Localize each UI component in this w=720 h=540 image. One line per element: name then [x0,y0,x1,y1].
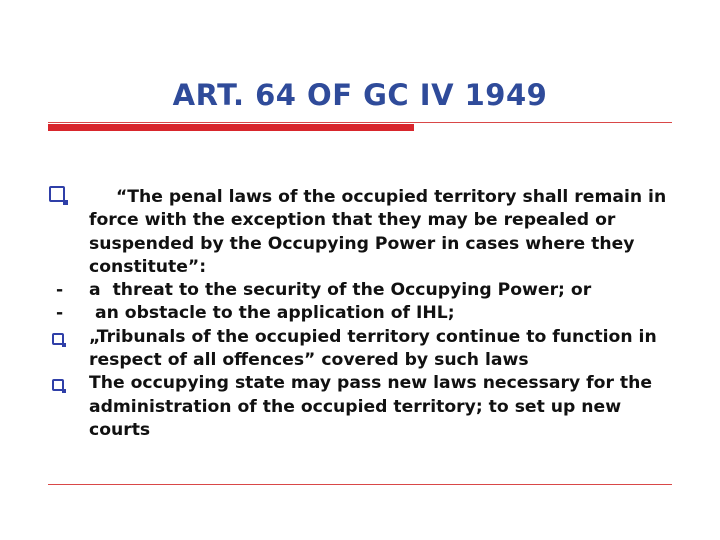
bullet-item-2 [48,279,678,302]
bullet-item-3 [48,302,678,325]
title-divider-thick [48,124,414,131]
bullet-item-1 [48,186,678,279]
dash-bullet: - [56,303,64,324]
footer-divider [48,484,672,485]
slide-title: ART. 64 OF GC IV 1949 [172,78,548,112]
checkbox-bullet-icon [48,372,89,398]
bullet-item-4 [48,326,678,373]
dash-bullet: - [56,280,64,301]
bullet-text: a threat to the security of the Occupying Power; or [89,280,592,301]
bullet-text: The occupying state may pass new laws necessary for the administration of the occupied territory; to set up new courts [89,373,653,440]
checkbox-bullet-icon [48,326,89,352]
bullet-text: „Tribunals of the occupied territory continue to function in respect of all offences” covered by such laws [89,326,657,371]
bullet-text: “The penal laws of the occupied territory shall remain in force with the exception that they may be repealed or suspended by the Occupying Power in cases where they constitute”: [89,187,667,277]
bullet-item-5 [48,372,678,442]
slide-body [48,186,678,442]
title-divider-thin [48,122,672,123]
bullet-text: an obstacle to the application of IHL; [89,303,455,324]
checkbox-bullet-icon [48,186,89,209]
